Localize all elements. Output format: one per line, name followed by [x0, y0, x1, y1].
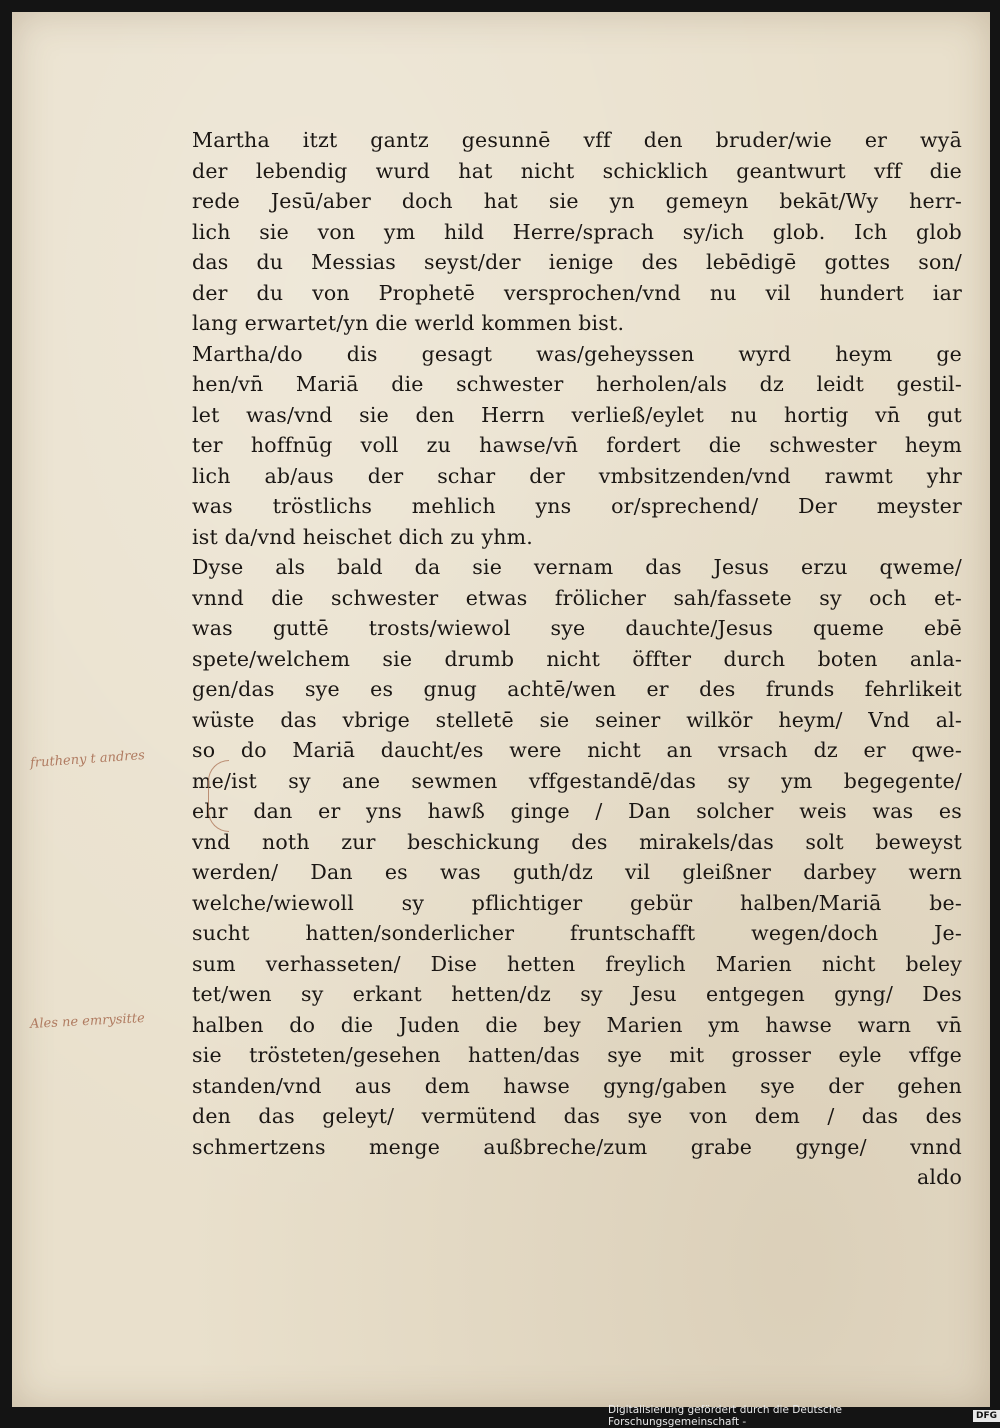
- dfg-logo: [973, 1410, 1000, 1422]
- text-line: was guttē trosts/wiewol sye dauchte/Jesus queme ebē: [192, 616, 962, 640]
- footer-text: Digitalisierung gefördert durch die Deutsche Forschungsgemeinschaft -: [608, 1404, 842, 1428]
- text-line: welche/wiewoll sy pflichtiger gebür halben/Mariā be-: [192, 890, 962, 915]
- text-line: der du von Prophetē versprochen/vnd nu vil hundert iar: [192, 280, 962, 305]
- text-line: sum verhasseten/ Dise hetten freylich Marien nicht beley: [192, 951, 962, 976]
- text-line: vnd noth zur beschickung des mirakels/das solt beweyst: [192, 829, 962, 854]
- text-line: gen/das sye es gnug achtē/wen er des frunds fehrlikeit: [192, 677, 962, 701]
- margin-bracket: [208, 760, 229, 832]
- text-line: so do Mariā daucht/es were nicht an vrsach dz er qwe-: [192, 738, 962, 762]
- text-line: der lebendig wurd hat nicht schicklich geantwurt vff die: [192, 158, 962, 183]
- text-line: wüste das vbrige stelletē sie seiner wilkör heym/ Vnd al-: [192, 707, 962, 732]
- text-line: schmertzens menge außbreche/zum grabe gynge/ vnnd: [192, 1134, 962, 1159]
- text-line: ter hoffnūg voll zu hawse/vn̄ fordert die schwester heym: [192, 433, 962, 457]
- text-block: [192, 125, 962, 1193]
- text-line: sie trösteten/gesehen hatten/das sye mit grosser eyle vffge: [192, 1043, 962, 1067]
- text-line: sucht hatten/sonderlicher fruntschafft wegen/doch Je-: [192, 921, 962, 945]
- catchword: aldo: [916, 1165, 962, 1189]
- book-page: [12, 12, 990, 1407]
- text-line: Martha itzt gantz gesunnē vff den bruder/wie er wyā: [192, 128, 962, 152]
- text-line: den das geleyt/ vermütend das sye von dem / das des: [192, 1104, 962, 1128]
- text-line: was tröstlichs mehlich yns or/sprechend/ Der meyster: [192, 494, 962, 518]
- text-line: ehr dan er yns hawß ginge / Dan solcher weis was es: [192, 799, 962, 823]
- text-line: vnnd die schwester etwas frölicher sah/fassete sy och et-: [192, 585, 962, 610]
- text-line: lang erwartet/yn die werld kommen bist.: [192, 311, 625, 335]
- text-line: lich sie von ym hild Herre/sprach sy/ich glob. Ich glob: [192, 219, 962, 244]
- margin-note: frutheny t andres: [29, 748, 146, 771]
- text-line: let was/vnd sie den Herrn verließ/eylet nu hortig vn̄ gut: [192, 402, 962, 427]
- text-line: das du Messias seyst/der ienige des lebēdigē gottes son/: [192, 250, 962, 274]
- text-line: werden/ Dan es was guth/dz vil gleißner darbey wern: [192, 860, 962, 884]
- text-line: Martha/do dis gesagt was/geheyssen wyrd heym ge: [192, 341, 962, 366]
- text-line: lich ab/aus der schar der vmbsitzenden/vnd rawmt yhr: [192, 463, 962, 488]
- text-line: me/ist sy ane sewmen vffgestandē/das sy ym begegente/: [192, 768, 962, 793]
- text-line: rede Jesū/aber doch hat sie yn gemeyn bekāt/Wy herr-: [192, 189, 962, 213]
- text-line: standen/vnd aus dem hawse gyng/gaben sye der gehen: [192, 1073, 962, 1098]
- dfg-logo-text: DFG: [973, 1410, 1000, 1422]
- text-line: ist da/vnd heischet dich zu yhm.: [192, 524, 534, 549]
- text-line: spete/welchem sie drumb nicht öffter durch boten anla-: [192, 646, 962, 671]
- margin-note: Ales ne emrysitte: [29, 1011, 146, 1032]
- text-line: halben do die Juden die bey Marien ym hawse warn vn̄: [192, 1012, 962, 1037]
- text-line: tet/wen sy erkant hetten/dz sy Jesu entgegen gyng/ Des: [192, 982, 962, 1006]
- footer: [608, 1404, 1000, 1428]
- text-line: hen/vn̄ Mariā die schwester herholen/als dz leidt gestil-: [192, 372, 962, 396]
- text-line: Dyse als bald da sie vernam das Jesus erzu qweme/: [192, 555, 962, 579]
